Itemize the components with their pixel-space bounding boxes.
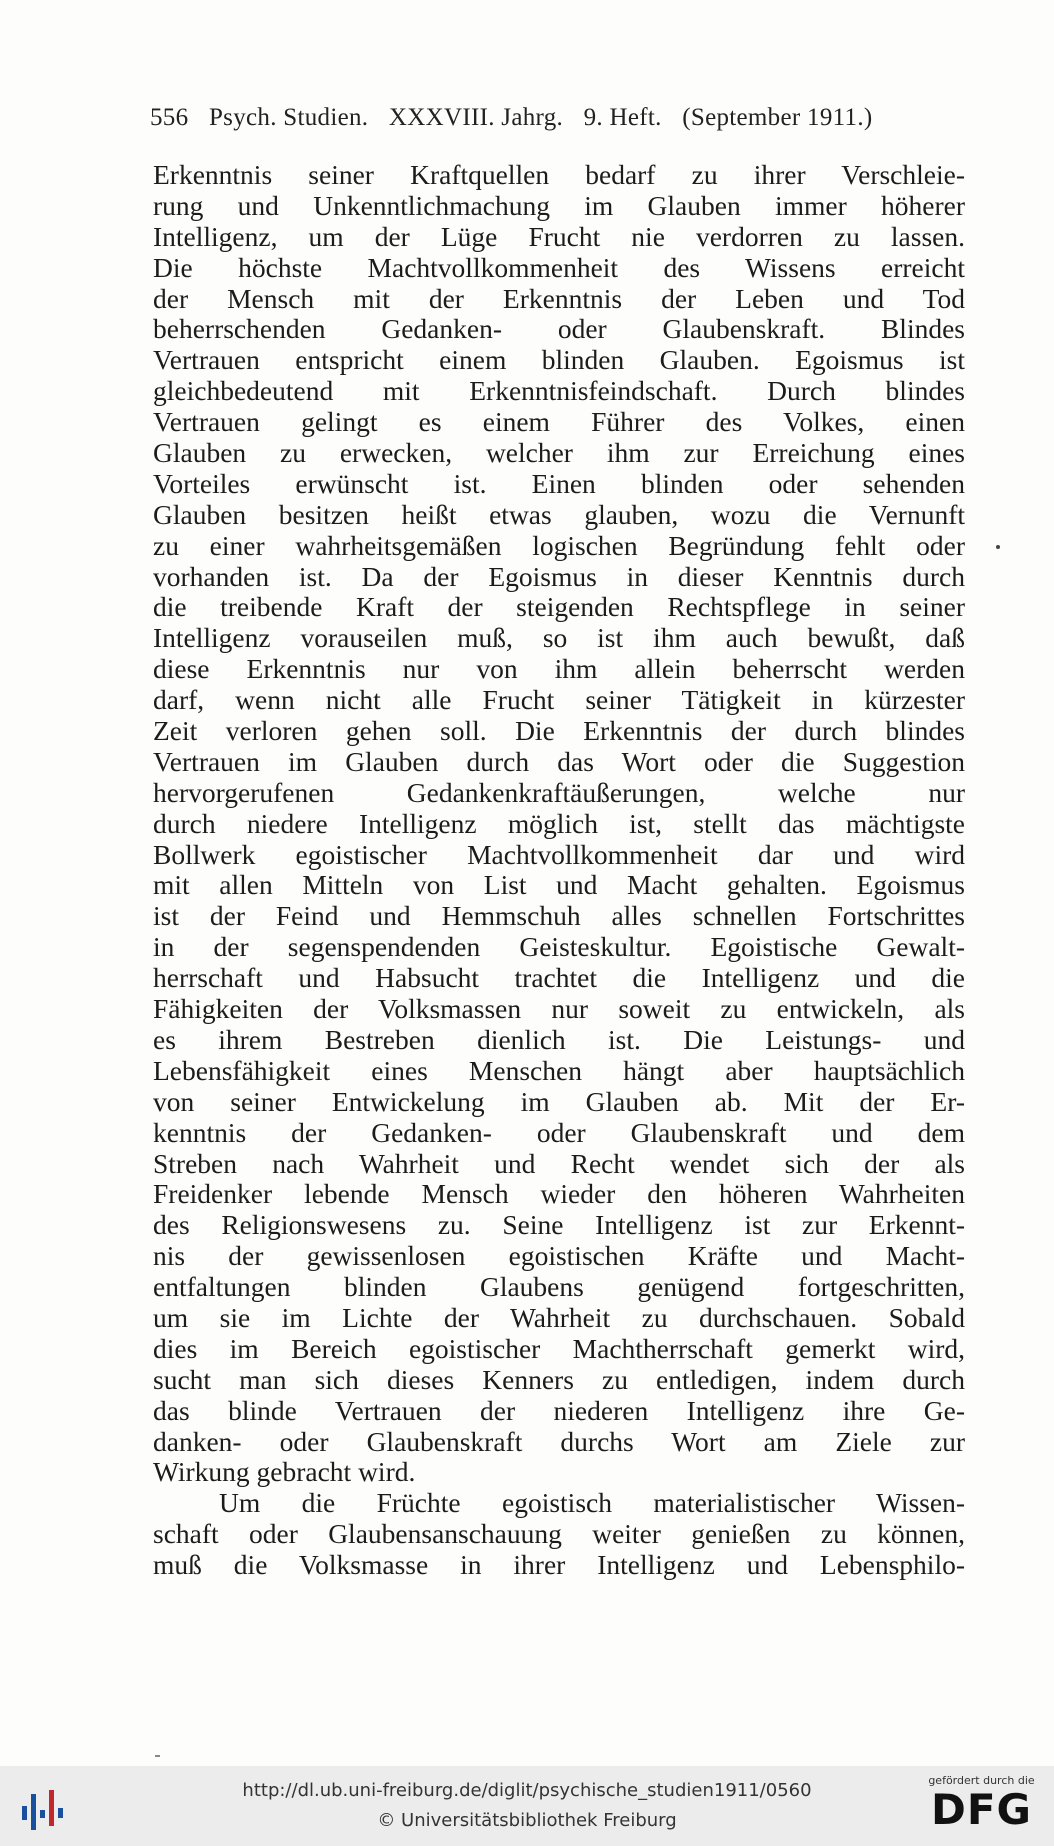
text-line: Glauben besitzen heißt etwas glauben, wozu die Vernunft [153,498,965,530]
text-line: sucht man sich dieses Kenners zu entledigen, indem durch [153,1363,965,1395]
text-line: ist der Feind und Hemmschuh alles schnellen Fortschrittes [153,900,965,932]
text-line: Freidenker lebende Mensch wieder den höheren Wahrheiten [153,1178,965,1210]
text-line: des Religionswesens zu. Seine Intelligenz ist zur Erkennt- [153,1209,965,1241]
text-line: Die höchste Machtvollkommenheit des Wissens erreicht [153,251,965,283]
text-line: Glauben zu erwecken, welcher ihm zur Erreichung eines [153,437,965,469]
text-line: Bollwerk egoistischer Machtvollkommenheit dar und wird [153,838,965,870]
text-line: vorhanden ist. Da der Egoismus in dieser Kenntnis durch [153,560,965,592]
issue: 9. Heft. [583,104,662,131]
text-line: das blinde Vertrauen der niederen Intelligenz ihre Ge- [153,1394,965,1426]
dfg-wordmark: DFG [930,1785,1033,1834]
running-head [150,104,965,132]
text-line: Lebensfähigkeit eines Menschen hängt aber hauptsächlich [153,1054,965,1086]
copyright-notice: © Universitätsbibliothek Freiburg [377,1810,677,1831]
text-line: Zeit verloren gehen soll. Die Erkenntnis der durch blindes [153,715,965,747]
dfg-caption: gefördert durch die [928,1774,1035,1787]
text-line: der Mensch mit der Erkenntnis der Leben und Tod [153,282,965,314]
issue-date: (September 1911.) [682,104,873,131]
text-line: mit allen Mitteln von List und Macht gehalten. Egoismus [153,869,965,901]
text-line: gleichbedeutend mit Erkenntnisfeindschaft. Durch blindes [153,375,965,407]
body-text [153,160,965,1581]
margin-speck [996,545,1000,549]
text-line: Um die Früchte egoistisch materialistischer Wissen- [219,1487,965,1519]
text-line: von seiner Entwickelung im Glauben ab. Mit der Er- [153,1085,965,1117]
text-line: Intelligenz, um der Lüge Frucht nie verdorren zu lassen. [153,220,965,252]
text-line: herrschaft und Habsucht trachtet die Intelligenz und die [153,962,965,994]
text-line: dies im Bereich egoistischer Machtherrschaft gemerkt wird, [153,1332,965,1364]
page-foot-mark [155,1755,160,1757]
text-line: beherrschenden Gedanken- oder Glaubenskraft. Blindes [153,313,965,345]
text-line: es ihrem Bestreben dienlich ist. Die Leistungs- und [153,1023,965,1055]
text-line: hervorgerufenen Gedankenkraftäußerungen, welche nur [153,776,965,808]
text-line: muß die Volksmasse in ihrer Intelligenz und Lebensphilo- [153,1549,965,1581]
text-line: schaft oder Glaubensanschauung weiter genießen zu können, [153,1518,965,1550]
text-line: Vertrauen entspricht einem blinden Glauben. Egoismus ist [153,344,965,376]
text-line: um sie im Lichte der Wahrheit zu durchschauen. Sobald [153,1301,965,1333]
volume: XXXVIII. Jahrg. [388,104,564,131]
text-line: nis der gewissenlosen egoistischen Kräfte und Macht- [153,1240,965,1272]
text-line: rung und Unkenntlichmachung im Glauben immer höherer [153,189,965,221]
text-line: Streben nach Wahrheit und Recht wendet sich der als [153,1147,965,1179]
text-line: diese Erkenntnis nur von ihm allein beherrscht werden [153,653,965,685]
text-line: Erkenntnis seiner Kraftquellen bedarf zu ihrer Verschleie- [153,159,965,190]
text-line: zu einer wahrheitsgemäßen logischen Begründung fehlt oder [153,529,965,561]
permalink-url[interactable]: http://dl.ub.uni-freiburg.de/diglit/psychische_studien1911/0560 [242,1780,812,1801]
dfg-logo [919,1774,1044,1840]
text-line: Vertrauen gelingt es einem Führer des Volkes, einen [153,406,965,438]
text-line: die treibende Kraft der steigenden Rechtspflege in seiner [153,591,965,623]
text-line: in der segenspendenden Geisteskultur. Egoistische Gewalt- [153,931,965,963]
text-line: Wirkung gebracht wird. [153,1456,416,1488]
text-line: Vertrauen im Glauben durch das Wort oder die Suggestion [153,745,965,777]
text-line: Fähigkeiten der Volksmassen nur soweit zu entwickeln, als [153,993,965,1025]
viewer-footer [0,1766,1054,1846]
text-line: Intelligenz vorauseilen muß, so ist ihm auch bewußt, daß [153,622,965,654]
text-line: kenntnis der Gedanken- oder Glaubenskraft und dem [153,1116,965,1148]
text-line: Vorteiles erwünscht ist. Einen blinden oder sehenden [153,467,965,499]
text-line: entfaltungen blinden Glaubens genügend fortgeschritten, [153,1271,965,1303]
text-line: darf, wenn nicht alle Frucht seiner Tätigkeit in kürzester [153,684,965,716]
text-line: durch niedere Intelligenz möglich ist, stellt das mächtigste [153,807,965,839]
page-number: 556 [150,104,189,131]
text-line: danken- oder Glaubenskraft durchs Wort am Ziele zur [153,1425,965,1457]
journal-title: Psych. Studien. [208,104,369,131]
